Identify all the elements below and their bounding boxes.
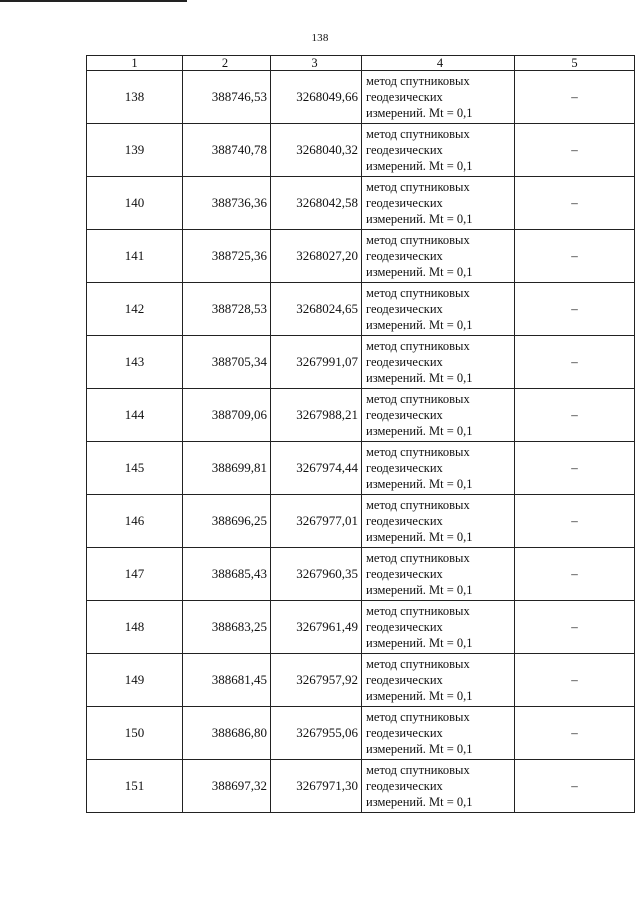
header-col-2: 2 [183, 56, 271, 71]
coordinate-x: 388746,53 [183, 71, 271, 124]
note-dash: – [571, 195, 578, 210]
method-text [366, 550, 514, 598]
note-cell [515, 336, 635, 389]
method-line-2: геодезических [366, 90, 443, 104]
page-number: 138 [311, 32, 329, 44]
method-line-1: метод спутниковых [366, 604, 470, 618]
coordinate-x: 388740,78 [183, 124, 271, 177]
method-text [366, 603, 514, 651]
coordinate-x: 388681,45 [183, 654, 271, 707]
point-number: 146 [87, 495, 183, 548]
method-line-3: измерений. Mt = 0,1 [366, 159, 473, 173]
note-cell [515, 177, 635, 230]
table-row [87, 177, 635, 230]
coordinate-y: 3268042,58 [271, 177, 362, 230]
point-number: 148 [87, 601, 183, 654]
note-cell [515, 124, 635, 177]
table-row [87, 283, 635, 336]
coordinate-x: 388699,81 [183, 442, 271, 495]
method-text [366, 179, 514, 227]
coordinates-table [86, 55, 635, 813]
note-dash: – [571, 513, 578, 528]
method-line-2: геодезических [366, 143, 443, 157]
coordinate-x: 388725,36 [183, 230, 271, 283]
table-row [87, 707, 635, 760]
coordinate-y: 3267971,30 [271, 760, 362, 813]
method-line-2: геодезических [366, 620, 443, 634]
note-dash: – [571, 248, 578, 263]
coordinate-x: 388686,80 [183, 707, 271, 760]
method-line-2: геодезических [366, 196, 443, 210]
method-description [362, 601, 515, 654]
coordinate-x: 388683,25 [183, 601, 271, 654]
method-description [362, 124, 515, 177]
method-text [366, 232, 514, 280]
method-text [366, 285, 514, 333]
coordinate-x: 388697,32 [183, 760, 271, 813]
note-cell [515, 230, 635, 283]
method-line-3: измерений. Mt = 0,1 [366, 424, 473, 438]
coordinate-x: 388709,06 [183, 389, 271, 442]
table-body [87, 71, 635, 813]
method-line-3: измерений. Mt = 0,1 [366, 318, 473, 332]
coordinate-x: 388696,25 [183, 495, 271, 548]
method-description [362, 230, 515, 283]
note-cell [515, 442, 635, 495]
method-description [362, 336, 515, 389]
coordinate-y: 3267960,35 [271, 548, 362, 601]
header-col-3: 3 [271, 56, 362, 71]
method-line-2: геодезических [366, 673, 443, 687]
coordinate-y: 3267974,44 [271, 442, 362, 495]
point-number: 147 [87, 548, 183, 601]
table-row [87, 71, 635, 124]
method-description [362, 707, 515, 760]
method-description [362, 177, 515, 230]
note-dash: – [571, 89, 578, 104]
note-cell [515, 707, 635, 760]
coordinate-x: 388728,53 [183, 283, 271, 336]
note-cell [515, 548, 635, 601]
table-row [87, 760, 635, 813]
method-text [366, 497, 514, 545]
method-line-3: измерений. Mt = 0,1 [366, 636, 473, 650]
method-line-2: геодезических [366, 726, 443, 740]
method-text [366, 73, 514, 121]
method-line-1: метод спутниковых [366, 445, 470, 459]
note-dash: – [571, 354, 578, 369]
method-line-1: метод спутниковых [366, 286, 470, 300]
method-description [362, 495, 515, 548]
method-description [362, 283, 515, 336]
method-line-3: измерений. Mt = 0,1 [366, 795, 473, 809]
point-number: 138 [87, 71, 183, 124]
coordinate-y: 3268027,20 [271, 230, 362, 283]
method-text [366, 338, 514, 386]
method-line-2: геодезических [366, 567, 443, 581]
table-row [87, 548, 635, 601]
method-line-2: геодезических [366, 249, 443, 263]
method-line-3: измерений. Mt = 0,1 [366, 265, 473, 279]
note-dash: – [571, 725, 578, 740]
point-number: 145 [87, 442, 183, 495]
table-row [87, 442, 635, 495]
point-number: 139 [87, 124, 183, 177]
coordinate-y: 3267961,49 [271, 601, 362, 654]
coordinate-y: 3267957,92 [271, 654, 362, 707]
coordinate-x: 388685,43 [183, 548, 271, 601]
method-line-3: измерений. Mt = 0,1 [366, 371, 473, 385]
note-dash: – [571, 566, 578, 581]
table-row [87, 336, 635, 389]
table-header [87, 56, 635, 71]
header-col-4: 4 [362, 56, 515, 71]
method-line-3: измерений. Mt = 0,1 [366, 106, 473, 120]
method-line-3: измерений. Mt = 0,1 [366, 742, 473, 756]
method-line-2: геодезических [366, 355, 443, 369]
method-line-2: геодезических [366, 514, 443, 528]
coordinate-x: 388705,34 [183, 336, 271, 389]
method-line-1: метод спутниковых [366, 498, 470, 512]
method-line-1: метод спутниковых [366, 127, 470, 141]
method-description [362, 548, 515, 601]
method-text [366, 126, 514, 174]
method-text [366, 709, 514, 757]
note-dash: – [571, 778, 578, 793]
table-row [87, 654, 635, 707]
note-cell [515, 760, 635, 813]
top-rule [0, 0, 187, 2]
note-cell [515, 601, 635, 654]
table-row [87, 124, 635, 177]
point-number: 141 [87, 230, 183, 283]
coordinate-y: 3267988,21 [271, 389, 362, 442]
method-description [362, 389, 515, 442]
method-line-3: измерений. Mt = 0,1 [366, 689, 473, 703]
point-number: 151 [87, 760, 183, 813]
table-row [87, 495, 635, 548]
table-row [87, 601, 635, 654]
point-number: 144 [87, 389, 183, 442]
method-line-1: метод спутниковых [366, 710, 470, 724]
coordinate-y: 3268049,66 [271, 71, 362, 124]
header-row [87, 56, 635, 71]
method-line-1: метод спутниковых [366, 233, 470, 247]
method-line-1: метод спутниковых [366, 392, 470, 406]
header-col-1: 1 [87, 56, 183, 71]
method-description [362, 654, 515, 707]
note-cell [515, 71, 635, 124]
note-dash: – [571, 407, 578, 422]
table-row [87, 230, 635, 283]
note-dash: – [571, 619, 578, 634]
header-col-5: 5 [515, 56, 635, 71]
method-line-3: измерений. Mt = 0,1 [366, 212, 473, 226]
note-dash: – [571, 672, 578, 687]
note-cell [515, 389, 635, 442]
method-line-2: геодезических [366, 461, 443, 475]
method-line-2: геодезических [366, 408, 443, 422]
method-line-3: измерений. Mt = 0,1 [366, 530, 473, 544]
method-text [366, 391, 514, 439]
point-number: 140 [87, 177, 183, 230]
method-text [366, 762, 514, 810]
method-line-1: метод спутниковых [366, 339, 470, 353]
point-number: 149 [87, 654, 183, 707]
note-cell [515, 283, 635, 336]
coordinate-y: 3267977,01 [271, 495, 362, 548]
note-cell [515, 654, 635, 707]
method-description [362, 760, 515, 813]
note-dash: – [571, 301, 578, 316]
method-line-3: измерений. Mt = 0,1 [366, 583, 473, 597]
point-number: 143 [87, 336, 183, 389]
coordinate-y: 3267991,07 [271, 336, 362, 389]
method-text [366, 444, 514, 492]
method-line-2: геодезических [366, 302, 443, 316]
note-dash: – [571, 142, 578, 157]
note-dash: – [571, 460, 578, 475]
method-line-3: измерений. Mt = 0,1 [366, 477, 473, 491]
coordinate-y: 3268024,65 [271, 283, 362, 336]
point-number: 142 [87, 283, 183, 336]
coordinate-x: 388736,36 [183, 177, 271, 230]
note-cell [515, 495, 635, 548]
coordinate-y: 3267955,06 [271, 707, 362, 760]
method-line-1: метод спутниковых [366, 180, 470, 194]
coordinate-y: 3268040,32 [271, 124, 362, 177]
method-line-1: метод спутниковых [366, 763, 470, 777]
method-text [366, 656, 514, 704]
table-row [87, 389, 635, 442]
method-line-1: метод спутниковых [366, 657, 470, 671]
method-line-2: геодезических [366, 779, 443, 793]
method-description [362, 442, 515, 495]
method-description [362, 71, 515, 124]
method-line-1: метод спутниковых [366, 74, 470, 88]
method-line-1: метод спутниковых [366, 551, 470, 565]
point-number: 150 [87, 707, 183, 760]
